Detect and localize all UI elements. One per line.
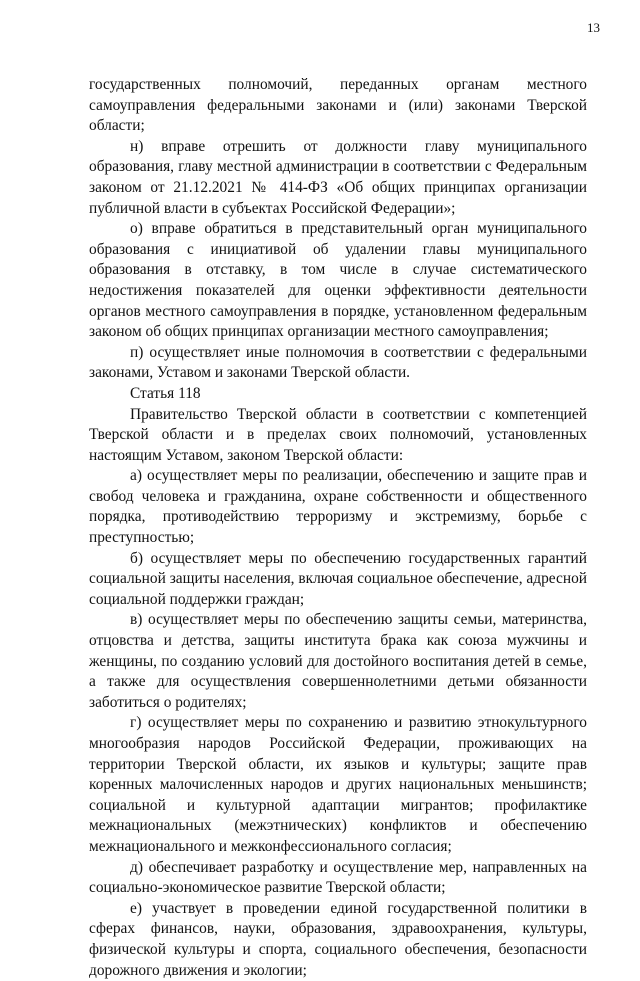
paragraph-item-b: б) осуществляет меры по обеспечению государственных гарантий социальной защиты населения, включая социальное обеспечение, адресной социальной поддержки граждан; — [89, 549, 587, 608]
document-body — [89, 75, 587, 981]
paragraph-item-p: п) осуществляет иные полномочия в соответствии с федеральными законами, Уставом и законами Тверской области. — [89, 343, 587, 382]
paragraph-item-g: г) осуществляет меры по сохранению и развитию этнокультурного многообразия народов Российской Федерации, проживающих на территории Тверской области, их языков и культуры; защите прав коренных малочисленных народов и других национальных меньшинств; социальной и культурной адаптации мигрантов; профилактике межнациональных (межэтнических) конфликтов и обеспечению межнационального и межконфессионального согласия; — [89, 714, 587, 855]
page-number: 13 — [587, 20, 600, 35]
paragraph-item-o: о) вправе обратиться в представительный орган муниципального образования с инициативой об удалении главы муниципального образования в отставку, в том числе в случае систематического недостижения показателей для оценки эффективности деятельности органов местного самоуправления в порядке, установленном федеральным законом об общих принципах организации местного самоуправления; — [89, 220, 587, 341]
paragraph-continuation: государственных полномочий, переданных органам местного самоуправления федеральными законами и (или) законами Тверской области; — [89, 76, 587, 135]
paragraph-item-a: а) осуществляет меры по реализации, обеспечению и защите прав и свобод человека и гражданина, охране собственности и общественного порядка, противодействию терроризму и экстремизму, борьбе с преступностью; — [89, 467, 587, 547]
paragraph-item-e: е) участвует в проведении единой государственной политики в сферах финансов, науки, образования, здравоохранения, культуры, физической культуры и спорта, социального обеспечения, безопасности дорожного движения и экологии; — [89, 899, 587, 979]
paragraph-item-n: н) вправе отрешить от должности главу муниципального образования, главу местной администрации в соответствии с Федеральным законом от 21.12.2021 № 414-ФЗ «Об общих принципах организации публичной власти в субъектах Российской Федерации»; — [89, 137, 587, 217]
article-heading: Статья 118 — [130, 384, 201, 402]
paragraph-item-d: д) обеспечивает разработку и осуществление мер, направленных на социально-экономическое развитие Тверской области; — [89, 858, 587, 897]
paragraph-article-intro: Правительство Тверской области в соответствии с компетенцией Тверской области и в пределах своих полномочий, установленных настоящим Уставом, законом Тверской области: — [89, 405, 587, 464]
paragraph-item-v: в) осуществляет меры по обеспечению защиты семьи, материнства, отцовства и детства, защиты института брака как союза мужчины и женщины, по созданию условий для достойного воспитания детей в семье, а также для осуществления совершеннолетними детьми обязанности заботиться о родителях; — [89, 611, 587, 711]
